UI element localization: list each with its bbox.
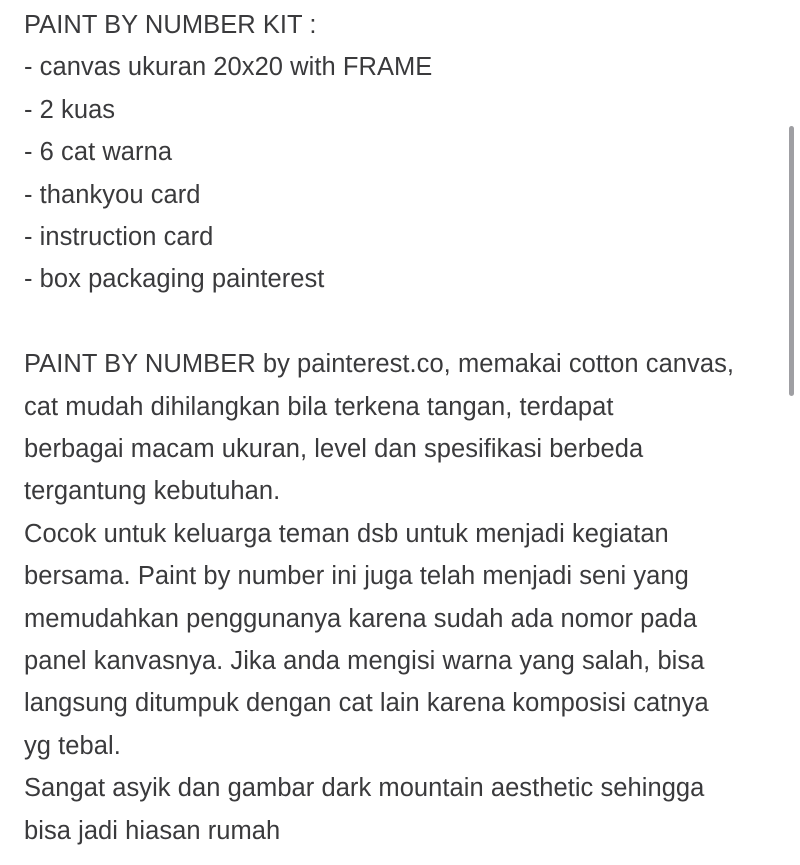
paragraph-spacer <box>24 301 784 343</box>
description-line: yg tebal. <box>24 731 121 760</box>
description-line: tergantung kebutuhan. <box>24 477 281 506</box>
kit-item-canvas: - canvas ukuran 20x20 with FRAME <box>24 53 433 82</box>
kit-title: PAINT BY NUMBER KIT : <box>24 11 317 39</box>
description-line: bisa jadi hiasan rumah <box>24 816 281 845</box>
kit-item-thankyou-card: - thankyou card <box>24 180 201 209</box>
description-line: PAINT BY NUMBER by painterest.co, memakai cotton canvas, <box>24 350 735 379</box>
description-line: berbagai macam ukuran, level dan spesifikasi berbeda <box>24 435 644 464</box>
description-line: memudahkan penggunanya karena sudah ada nomor pada <box>24 604 698 633</box>
kit-item-instruction-card: - instruction card <box>24 223 214 252</box>
description-line: Sangat asyik dan gambar dark mountain aesthetic sehingga <box>24 774 705 803</box>
description-line: bersama. Paint by number ini juga telah menjadi seni yang <box>24 562 689 591</box>
description-line: panel kanvasnya. Jika anda mengisi warna yang salah, bisa <box>24 647 705 676</box>
kit-item-box-packaging: - box packaging painterest <box>24 265 325 294</box>
description-line: cat mudah dihilangkan bila terkena tangan, terdapat <box>24 392 614 421</box>
kit-item-paints: - 6 cat warna <box>24 138 173 167</box>
description-line: Cocok untuk keluarga teman dsb untuk menjadi kegiatan <box>24 519 669 548</box>
kit-item-brushes: - 2 kuas <box>24 95 116 124</box>
product-description-text <box>24 4 784 852</box>
vertical-scrollbar[interactable] <box>789 126 794 396</box>
description-line: langsung ditumpuk dengan cat lain karena komposisi catnya <box>24 689 709 718</box>
